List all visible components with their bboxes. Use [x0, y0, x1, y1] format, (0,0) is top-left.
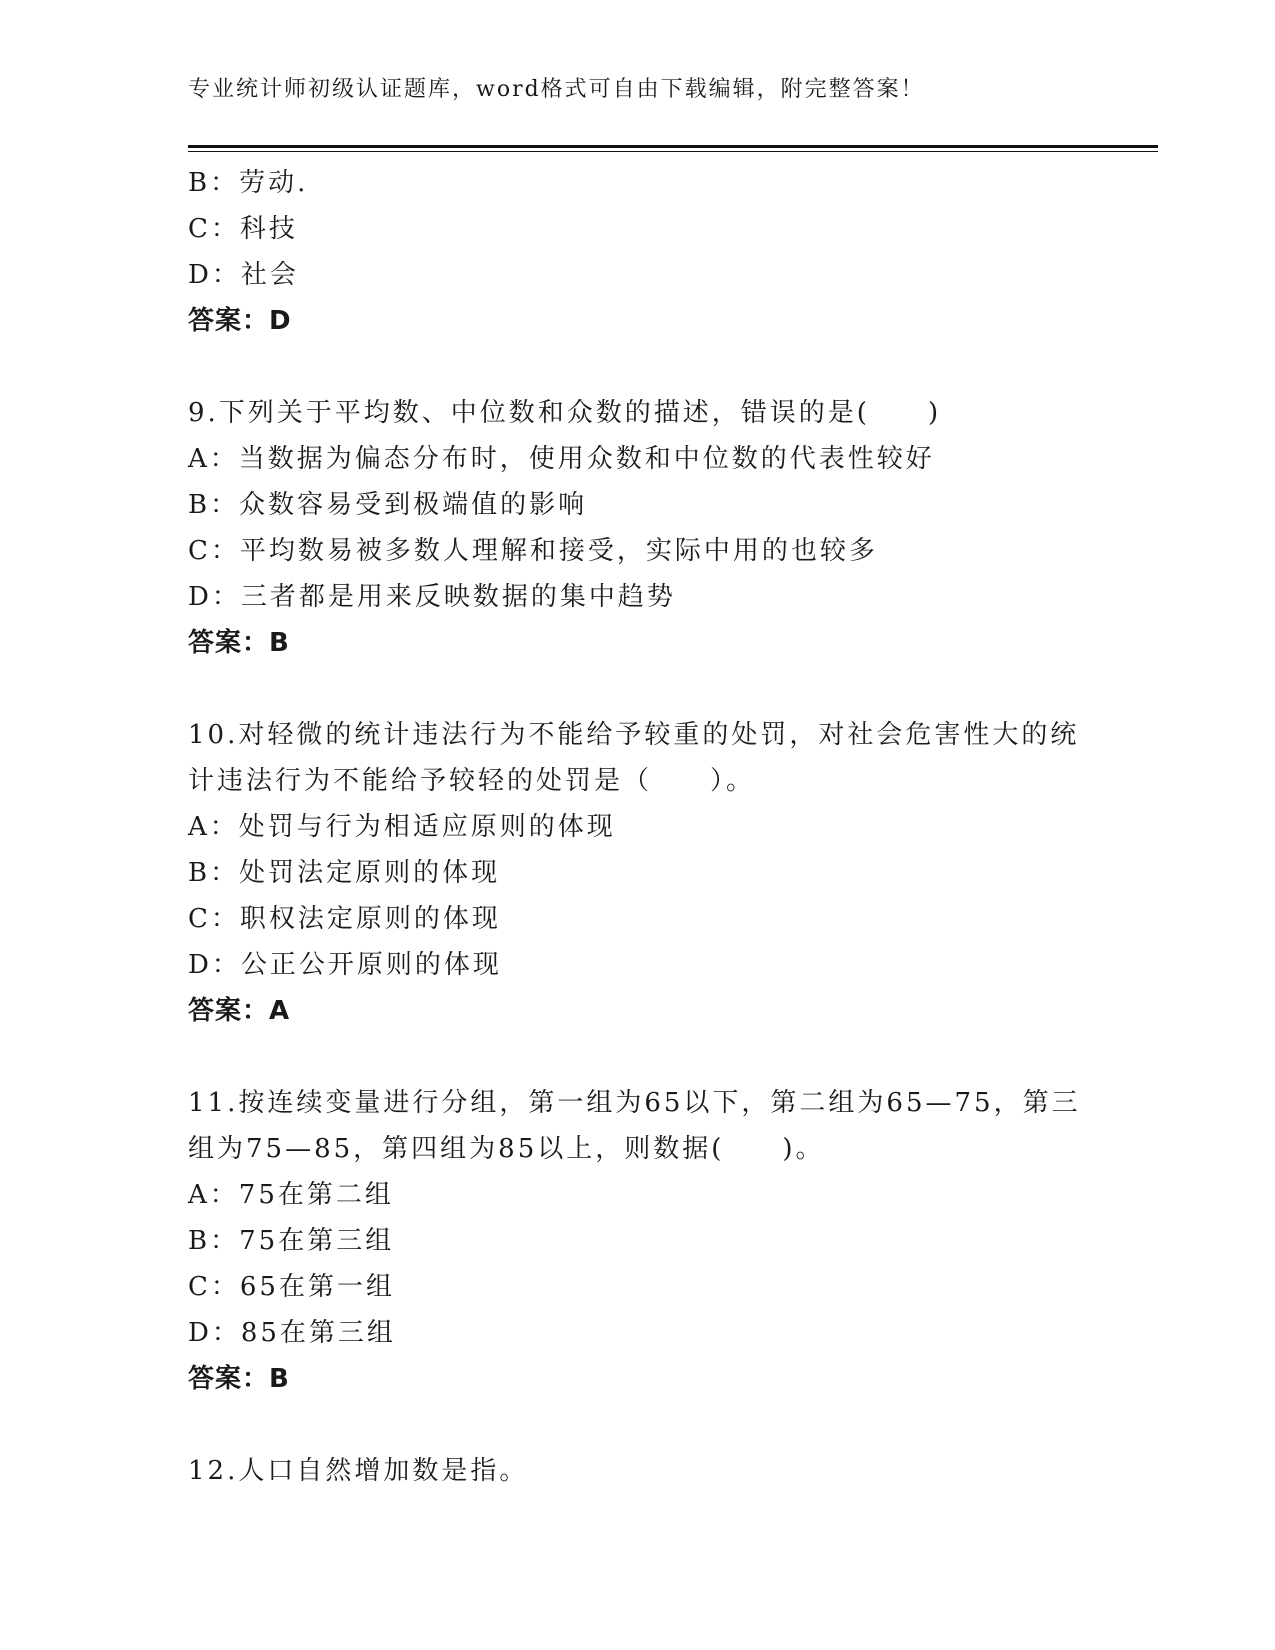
question-9	[188, 390, 1088, 666]
option-c: C：65在第一组	[188, 1272, 395, 1302]
question-stem-line-1: 11.按连续变量进行分组，第一组为65以下，第二组为65—75，第三	[188, 1088, 1081, 1118]
option-c: C：科技	[188, 214, 298, 244]
page-header: 专业统计师初级认证题库，word格式可自由下载编辑，附完整答案！	[188, 77, 925, 102]
option-b: B：75在第三组	[188, 1226, 395, 1256]
option-b: B：众数容易受到极端值的影响	[188, 490, 588, 520]
option-d: D：85在第三组	[188, 1318, 396, 1348]
spacer	[188, 1402, 1088, 1448]
answer: 答案：B	[188, 1364, 290, 1394]
option-d: D：公正公开原则的体现	[188, 950, 502, 980]
question-8-continued	[188, 160, 1088, 344]
question-stem-line-2: 组为75—85，第四组为85以上，则数据( )。	[188, 1134, 825, 1164]
answer: 答案：B	[188, 628, 290, 658]
question-10	[188, 712, 1088, 1034]
question-12	[188, 1448, 1088, 1494]
header-rule-thin	[188, 151, 1158, 152]
question-stem: 9.下列关于平均数、中位数和众数的描述，错误的是( )	[188, 398, 942, 428]
option-d: D：社会	[188, 260, 299, 290]
option-a: A：75在第二组	[188, 1180, 394, 1210]
question-content	[188, 160, 1088, 1494]
question-stem-line-2: 计违法行为不能给予较轻的处罚是（ ）。	[188, 766, 756, 796]
option-b: B：劳动.	[188, 168, 309, 198]
option-b: B：处罚法定原则的体现	[188, 858, 501, 888]
option-a: A：处罚与行为相适应原则的体现	[188, 812, 616, 842]
option-d: D：三者都是用来反映数据的集中趋势	[188, 582, 676, 612]
spacer	[188, 1034, 1088, 1080]
spacer	[188, 344, 1088, 390]
question-11	[188, 1080, 1088, 1402]
spacer	[188, 666, 1088, 712]
question-stem: 12.人口自然增加数是指。	[188, 1456, 529, 1486]
header-rule-thick	[188, 145, 1158, 148]
option-c: C：职权法定原则的体现	[188, 904, 501, 934]
answer: 答案：A	[188, 996, 291, 1026]
option-a: A：当数据为偏态分布时，使用众数和中位数的代表性较好	[188, 444, 935, 474]
question-stem-line-1: 10.对轻微的统计违法行为不能给予较重的处罚，对社会危害性大的统	[188, 720, 1080, 750]
answer: 答案：D	[188, 306, 292, 336]
option-c: C：平均数易被多数人理解和接受，实际中用的也较多	[188, 536, 878, 566]
